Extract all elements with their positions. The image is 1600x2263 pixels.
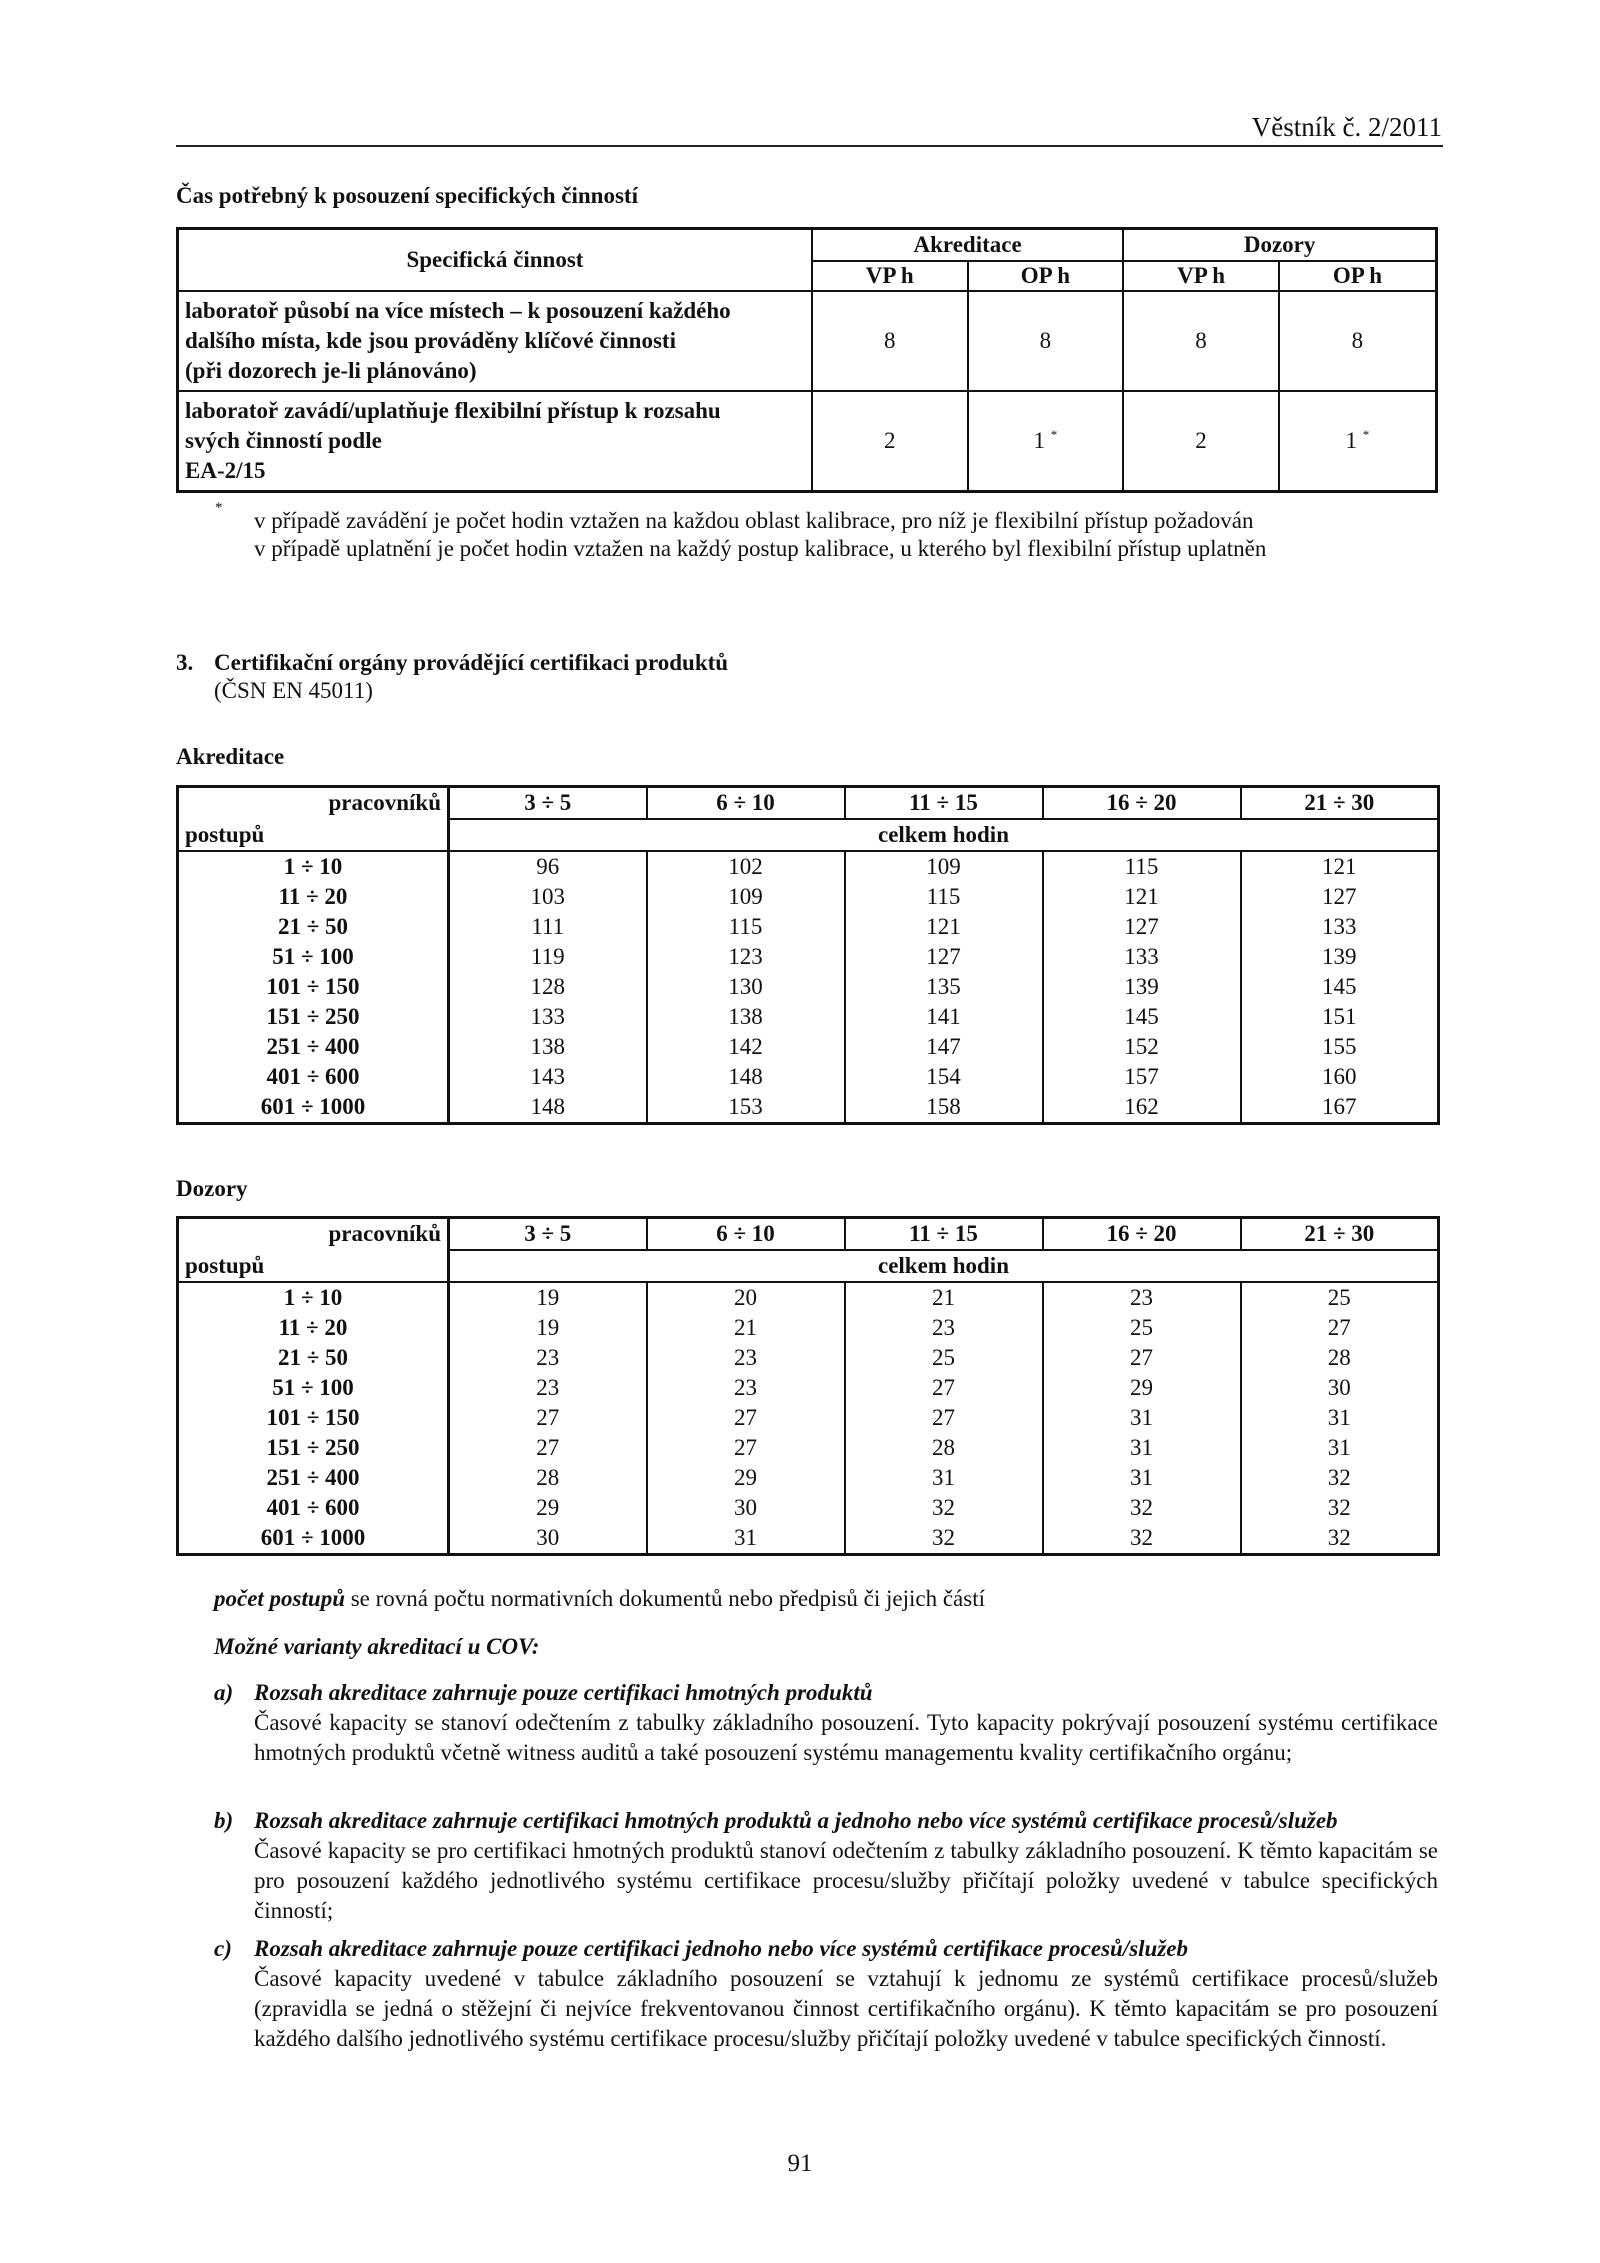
row-header: 11 ÷ 20 (178, 882, 449, 912)
table-row (178, 942, 1439, 972)
hours-cell: 29 (647, 1463, 845, 1493)
table-row (178, 912, 1439, 942)
variant-b (254, 1806, 1438, 1926)
hours-cell: 25 (1043, 1313, 1241, 1343)
variant-heading: Rozsah akreditace zahrnuje pouze certifikaci jednoho nebo více systémů certifikace procesů/služeb (254, 1936, 1189, 1961)
hours-cell: 23 (449, 1373, 647, 1403)
column-header: 16 ÷ 20 (1043, 787, 1241, 820)
row-header: 21 ÷ 50 (178, 1343, 449, 1373)
hours-cell: 27 (1241, 1313, 1439, 1343)
hours-cell: 30 (449, 1523, 647, 1555)
hours-cell: 32 (1241, 1493, 1439, 1523)
hours-cell: 19 (449, 1313, 647, 1343)
col-activity-header: Specifická činnost (178, 229, 812, 291)
hours-cell: 21 (647, 1313, 845, 1343)
hours-cell: 145 (1241, 972, 1439, 1002)
hours-cell: 29 (449, 1493, 647, 1523)
hours-cell: 27 (845, 1403, 1043, 1433)
value: 1 (1033, 428, 1046, 453)
page-number: 91 (787, 2150, 813, 2177)
hours-cell: 139 (1241, 942, 1439, 972)
row-header: 11 ÷ 20 (178, 1313, 449, 1343)
count-term: počet postupů (214, 1586, 345, 1611)
hours-cell: 151 (1241, 1002, 1439, 1032)
hours-cell: 27 (449, 1403, 647, 1433)
hours-cell: 103 (449, 882, 647, 912)
hours-cell: 21 (845, 1282, 1043, 1313)
hours-cell: 31 (1241, 1433, 1439, 1463)
value-cell (812, 391, 968, 492)
hours-cell: 23 (845, 1313, 1043, 1343)
hours-cell: 31 (1241, 1403, 1439, 1433)
hours-cell: 141 (845, 1002, 1043, 1032)
hours-cell: 27 (845, 1373, 1043, 1403)
hours-cell: 102 (647, 851, 845, 882)
table-row (178, 1493, 1439, 1523)
sub-header: VP h (1123, 261, 1279, 291)
hours-cell: 155 (1241, 1032, 1439, 1062)
hours-cell: 32 (1043, 1523, 1241, 1555)
footnote-star: * (215, 500, 223, 516)
table-row (178, 882, 1439, 912)
hours-cell: 23 (1043, 1282, 1241, 1313)
table-row (178, 1002, 1439, 1032)
variant-body: Časové kapacity se stanoví odečtením z tabulky základního posouzení. Tyto kapacity pokrývají posouzení systému certifikace hmotných produktů včetně witness auditů a také posouzení systému managementu kvality certifikačního orgánu; (254, 1710, 1438, 1765)
group-surveillance-header: Dozory (1123, 229, 1436, 261)
hours-cell: 157 (1043, 1062, 1241, 1092)
variant-heading: Rozsah akreditace zahrnuje certifikaci hmotných produktů a jednoho nebo více systémů certifikace procesů/služeb (254, 1808, 1338, 1833)
hours-cell: 19 (449, 1282, 647, 1313)
table-row (178, 1282, 1439, 1313)
variant-letter: a) (214, 1680, 234, 1705)
activity-cell (178, 291, 812, 391)
variant-body: Časové kapacity uvedené v tabulce základního posouzení se vztahují k jednomu ze systémů certifikace procesů/služeb (zpravidla se jedná o stěžejní či nejvíce frekventovanou činnost certifikačního orgánu). K těmto kapacitám se pro posouzení každého dalšího jednotlivého systému certifikace procesu/služby přičítají položky uvedené v tabulce specifických činností. (254, 1966, 1438, 2051)
activity-line: svých činností podle (185, 427, 382, 453)
column-header: 6 ÷ 10 (647, 1218, 845, 1251)
total-hours-label: celkem hodin (449, 819, 1439, 851)
hours-cell: 23 (647, 1373, 845, 1403)
surveillance-hours-table (176, 1216, 1440, 1556)
hours-cell: 27 (1043, 1343, 1241, 1373)
hours-cell: 153 (647, 1092, 845, 1124)
hours-cell: 127 (1241, 882, 1439, 912)
hours-cell: 32 (845, 1523, 1043, 1555)
table-row (178, 1313, 1439, 1343)
column-header: 6 ÷ 10 (647, 787, 845, 820)
activity-line: dalšího místa, kde jsou prováděny klíčové činnosti (185, 327, 676, 353)
row-header: 251 ÷ 400 (178, 1032, 449, 1062)
hours-cell: 27 (647, 1403, 845, 1433)
hours-cell: 30 (647, 1493, 845, 1523)
specific-title: Čas potřebný k posouzení specifických činností (176, 183, 638, 208)
table-row (178, 291, 1437, 391)
hours-cell: 162 (1043, 1092, 1241, 1124)
hours-cell: 147 (845, 1032, 1043, 1062)
hours-cell: 135 (845, 972, 1043, 1002)
hours-cell: 127 (1043, 912, 1241, 942)
hours-cell: 115 (845, 882, 1043, 912)
value-cell (1123, 391, 1279, 492)
row-header: 151 ÷ 250 (178, 1002, 449, 1032)
row-header: 101 ÷ 150 (178, 972, 449, 1002)
row-header: 1 ÷ 10 (178, 851, 449, 882)
column-header: 11 ÷ 15 (845, 1218, 1043, 1251)
hours-cell: 148 (449, 1092, 647, 1124)
hours-cell: 31 (1043, 1433, 1241, 1463)
hours-cell: 121 (1043, 882, 1241, 912)
table-row (178, 1032, 1439, 1062)
hours-cell: 109 (647, 882, 845, 912)
count-rest: se rovná počtu normativních dokumentů nebo předpisů či jejich částí (344, 1586, 985, 1611)
section-number: 3. (176, 650, 194, 675)
hours-cell: 133 (1241, 912, 1439, 942)
journal-header: Věstník č. 2/2011 (1251, 112, 1442, 142)
value-cell: 8 (1123, 291, 1279, 391)
row-header: 51 ÷ 100 (178, 1373, 449, 1403)
sub-header: VP h (812, 261, 968, 291)
hours-cell: 31 (1043, 1463, 1241, 1493)
sub-header: OP h (1279, 261, 1437, 291)
hours-cell: 133 (449, 1002, 647, 1032)
footnote-mark: * (1362, 427, 1370, 442)
corner-workers-label: pracovníků (178, 787, 449, 820)
value: 2 (1195, 427, 1207, 453)
activity-line: laboratoř zavádí/uplatňuje flexibilní přístup k rozsahu (185, 397, 721, 423)
hours-cell: 28 (1241, 1343, 1439, 1373)
footnote-line-2: v případě uplatnění je počet hodin vztažen na každý postup kalibrace, u kterého byl flexibilní přístup uplatněn (254, 536, 1267, 561)
row-header: 101 ÷ 150 (178, 1403, 449, 1433)
column-header: 3 ÷ 5 (449, 1218, 647, 1251)
hours-cell: 121 (1241, 851, 1439, 882)
hours-cell: 31 (1043, 1403, 1241, 1433)
table-row (178, 391, 1437, 492)
specific-activities-table (176, 227, 1438, 493)
hours-cell: 32 (1043, 1493, 1241, 1523)
hours-cell: 138 (647, 1002, 845, 1032)
value-cell: 8 (812, 291, 968, 391)
hours-cell: 128 (449, 972, 647, 1002)
hours-cell: 32 (1241, 1463, 1439, 1493)
table-row (178, 1403, 1439, 1433)
activity-line: laboratoř působí na více místech – k posouzení každého (185, 297, 731, 323)
corner-procedures-label: postupů (178, 1250, 449, 1282)
value: 1 (1345, 428, 1358, 453)
table-row (178, 1092, 1439, 1124)
group-accreditation-header: Akreditace (812, 229, 1123, 261)
table-row (178, 1343, 1439, 1373)
hours-cell: 139 (1043, 972, 1241, 1002)
hours-cell: 160 (1241, 1062, 1439, 1092)
activity-line: EA-2/15 (185, 457, 266, 483)
table-row (178, 1523, 1439, 1555)
value-cell: 8 (968, 291, 1124, 391)
variant-heading: Rozsah akreditace zahrnuje pouze certifikaci hmotných produktů (254, 1680, 873, 1705)
hours-cell: 31 (647, 1523, 845, 1555)
hours-cell: 27 (647, 1433, 845, 1463)
table-row (178, 1433, 1439, 1463)
accreditation-hours-table (176, 785, 1440, 1125)
hours-cell: 145 (1043, 1002, 1241, 1032)
header-rule (176, 145, 1443, 147)
hours-cell: 133 (1043, 942, 1241, 972)
hours-cell: 142 (647, 1032, 845, 1062)
row-header: 401 ÷ 600 (178, 1062, 449, 1092)
accreditation-label: Akreditace (176, 744, 285, 769)
hours-cell: 32 (1241, 1523, 1439, 1555)
hours-cell: 148 (647, 1062, 845, 1092)
hours-cell: 23 (647, 1343, 845, 1373)
column-header: 3 ÷ 5 (449, 787, 647, 820)
row-header: 151 ÷ 250 (178, 1433, 449, 1463)
row-header: 601 ÷ 1000 (178, 1092, 449, 1124)
corner-procedures-label: postupů (178, 819, 449, 851)
hours-cell: 115 (1043, 851, 1241, 882)
hours-cell: 167 (1241, 1092, 1439, 1124)
variant-a (254, 1678, 1438, 1768)
row-header: 51 ÷ 100 (178, 942, 449, 972)
variant-letter: b) (214, 1808, 234, 1833)
sub-header: OP h (968, 261, 1124, 291)
section-title: Certifikační orgány provádějící certifikaci produktů (214, 650, 729, 675)
hours-cell: 25 (1241, 1282, 1439, 1313)
table-row (178, 1373, 1439, 1403)
hours-cell: 23 (449, 1343, 647, 1373)
hours-cell: 29 (1043, 1373, 1241, 1403)
footnote-mark: * (1050, 427, 1058, 442)
hours-cell: 115 (647, 912, 845, 942)
table-row (178, 1062, 1439, 1092)
table-row (178, 851, 1439, 882)
hours-cell: 109 (845, 851, 1043, 882)
corner-workers-label: pracovníků (178, 1218, 449, 1251)
hours-cell: 138 (449, 1032, 647, 1062)
hours-cell: 28 (845, 1433, 1043, 1463)
row-header: 251 ÷ 400 (178, 1463, 449, 1493)
hours-cell: 111 (449, 912, 647, 942)
count-note (214, 1586, 985, 1612)
hours-cell: 121 (845, 912, 1043, 942)
hours-cell: 96 (449, 851, 647, 882)
section-subtitle: (ČSN EN 45011) (214, 678, 373, 703)
activity-cell (178, 391, 812, 492)
value-cell: 8 (1279, 291, 1437, 391)
value-cell (968, 391, 1124, 492)
hours-cell: 31 (845, 1463, 1043, 1493)
hours-cell: 130 (647, 972, 845, 1002)
row-header: 601 ÷ 1000 (178, 1523, 449, 1555)
hours-cell: 154 (845, 1062, 1043, 1092)
footnote-line-1: v případě zavádění je počet hodin vztažen na každou oblast kalibrace, pro níž je flexibilní přístup požadován (254, 508, 1254, 533)
column-header: 11 ÷ 15 (845, 787, 1043, 820)
table-row (178, 972, 1439, 1002)
hours-cell: 20 (647, 1282, 845, 1313)
total-hours-label: celkem hodin (449, 1250, 1439, 1282)
variant-c (254, 1934, 1438, 2054)
column-header: 16 ÷ 20 (1043, 1218, 1241, 1251)
hours-cell: 119 (449, 942, 647, 972)
table-row (178, 1463, 1439, 1493)
column-header: 21 ÷ 30 (1241, 787, 1439, 820)
hours-cell: 27 (449, 1433, 647, 1463)
variant-letter: c) (214, 1936, 232, 1961)
row-header: 1 ÷ 10 (178, 1282, 449, 1313)
value-cell (1279, 391, 1437, 492)
hours-cell: 30 (1241, 1373, 1439, 1403)
hours-cell: 158 (845, 1092, 1043, 1124)
hours-cell: 152 (1043, 1032, 1241, 1062)
hours-cell: 28 (449, 1463, 647, 1493)
hours-cell: 127 (845, 942, 1043, 972)
column-header: 21 ÷ 30 (1241, 1218, 1439, 1251)
variants-title: Možné varianty akreditací u COV: (214, 1634, 540, 1659)
hours-cell: 143 (449, 1062, 647, 1092)
row-header: 401 ÷ 600 (178, 1493, 449, 1523)
hours-cell: 123 (647, 942, 845, 972)
row-header: 21 ÷ 50 (178, 912, 449, 942)
hours-cell: 32 (845, 1493, 1043, 1523)
surveillance-label: Dozory (176, 1176, 248, 1201)
activity-line: (při dozorech je-li plánováno) (185, 357, 477, 383)
hours-cell: 25 (845, 1343, 1043, 1373)
variant-body: Časové kapacity se pro certifikaci hmotných produktů stanoví odečtením z tabulky základního posouzení. K těmto kapacitám se pro posouzení každého jednotlivého systému certifikace procesu/služby přičítají položky uvedené v tabulce specifických činností; (254, 1838, 1438, 1923)
value: 2 (884, 427, 896, 453)
